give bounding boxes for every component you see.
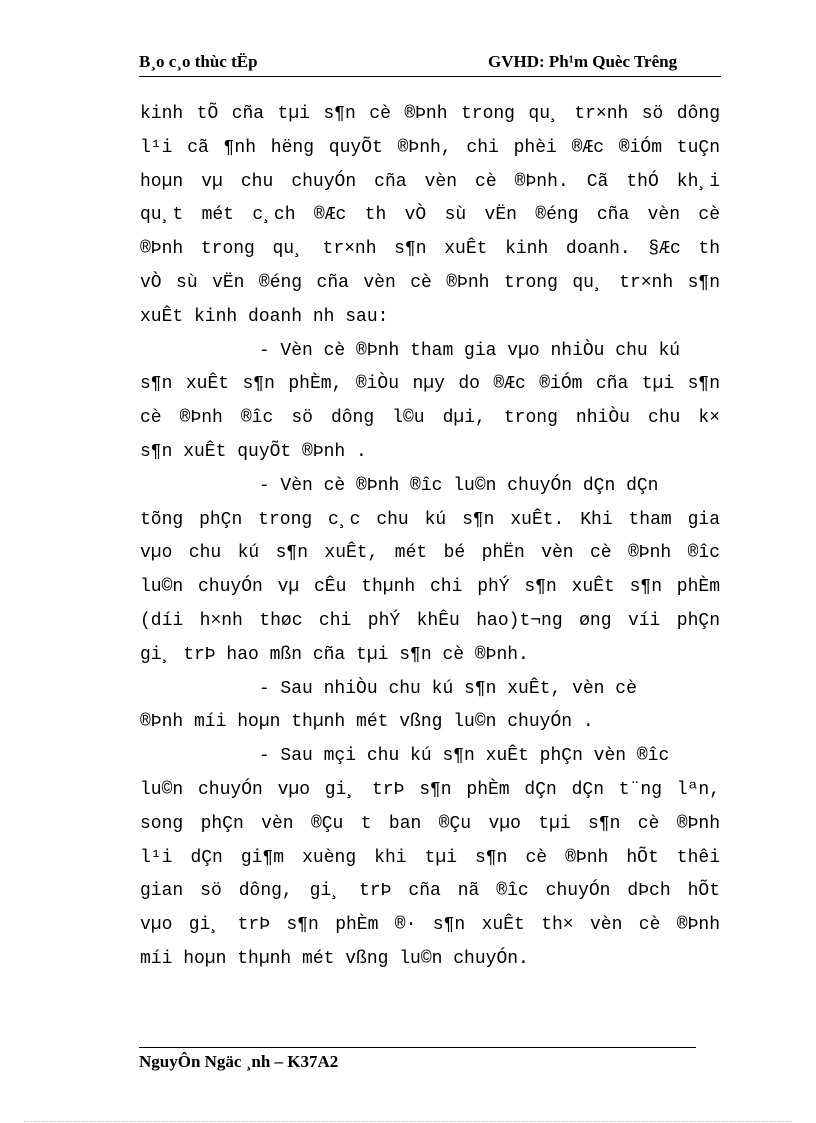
text-line: vµo gi¸ trÞ s¶n phÈm ®· s¶n xuÊt th× vèn cè ®Þnh (140, 915, 720, 936)
text-line: - Sau mçi chu kú s¶n xuÊt phÇn vèn ®îc (140, 746, 670, 767)
text-line: ®Þnh trong qu¸ tr×nh s¶n xuÊt kinh doanh. §Æc th (140, 239, 720, 260)
text-line: (díi h×nh thøc chi phÝ khÊu hao)t¬ng øng víi phÇn (140, 610, 720, 631)
header-divider (139, 76, 721, 77)
text-line: - Vèn cè ®Þnh ®îc lu©n chuyÓn dÇn dÇn (140, 475, 659, 496)
page-header (139, 52, 721, 76)
text-line: tõng phÇn trong c¸c chu kú s¶n xuÊt. Khi tham gia (140, 509, 720, 530)
text-line: kinh tÕ cña tµi s¶n cè ®Þnh trong qu¸ tr×nh sö dông (140, 104, 720, 124)
text-line: l¹i dÇn gi¶m xuèng khi tµi s¶n cè ®Þnh hÕt thêi (140, 847, 720, 868)
footer-divider (139, 1047, 696, 1048)
text-line: qu¸t mét c¸ch ®Æc th vÒ sù vËn ®éng cña vèn cè (140, 205, 720, 226)
text-line: hoµn vµ chu chuyÓn cña vèn cè ®Þnh. Cã thÓ kh¸i (140, 171, 720, 192)
body-text (140, 99, 720, 978)
text-line: s¶n xuÊt quyÕt ®Þnh . (140, 441, 367, 462)
text-line: - Vèn cè ®Þnh tham gia vµo nhiÒu chu kú (140, 340, 681, 361)
text-line: - Sau nhiÒu chu kú s¶n xuÊt, vèn cè (140, 678, 637, 699)
text-line: xuÊt kinh doanh nh sau: (140, 306, 389, 327)
text-line: lu©n chuyÓn vµo gi¸ trÞ s¶n phÈm dÇn dÇn t¨ng lªn, (140, 779, 720, 800)
text-line: vµo chu kú s¶n xuÊt, mét bé phËn vèn cè ®Þnh ®îc (140, 543, 720, 564)
text-line: gian sö dông, gi¸ trÞ cña nã ®îc chuyÓn dÞch hÕt (140, 881, 720, 902)
author-footer: NguyÔn Ngäc ¸nh – K37A2 (139, 1052, 339, 1071)
supervisor-name: GVHD: Ph¹m Quèc Trêng (488, 52, 678, 71)
text-line: lu©n chuyÓn vµ cÊu thµnh chi phÝ s¶n xuÊt s¶n phÈm (140, 577, 720, 598)
text-line: gi¸ trÞ hao mßn cña tµi s¶n cè ®Þnh. (140, 644, 529, 665)
text-line: song phÇn vèn ®Çu t ban ®Çu vµo tµi s¶n cè ®Þnh (140, 813, 720, 834)
text-line: cè ®Þnh ®îc sö dông l©u dµi, trong nhiÒu chu k× (140, 408, 720, 429)
text-line: míi hoµn thµnh mét vßng lu©n chuyÓn. (140, 948, 529, 969)
text-line: l¹i cã ¶nh hëng quyÕt ®Þnh, chi phèi ®Æc ®iÓm tuÇn (140, 137, 720, 158)
text-line: s¶n xuÊt s¶n phÈm, ®iÒu nµy do ®Æc ®iÓm cña tµi s¶n (140, 374, 720, 395)
text-line: vÒ sù vËn ®éng cña vèn cè ®Þnh trong qu¸ tr×nh s¶n (140, 272, 720, 293)
text-line: ®Þnh míi hoµn thµnh mét vßng lu©n chuyÓn . (140, 712, 594, 733)
page-edge (24, 1121, 792, 1122)
report-title: B¸o c¸o thùc tËp (139, 52, 258, 71)
